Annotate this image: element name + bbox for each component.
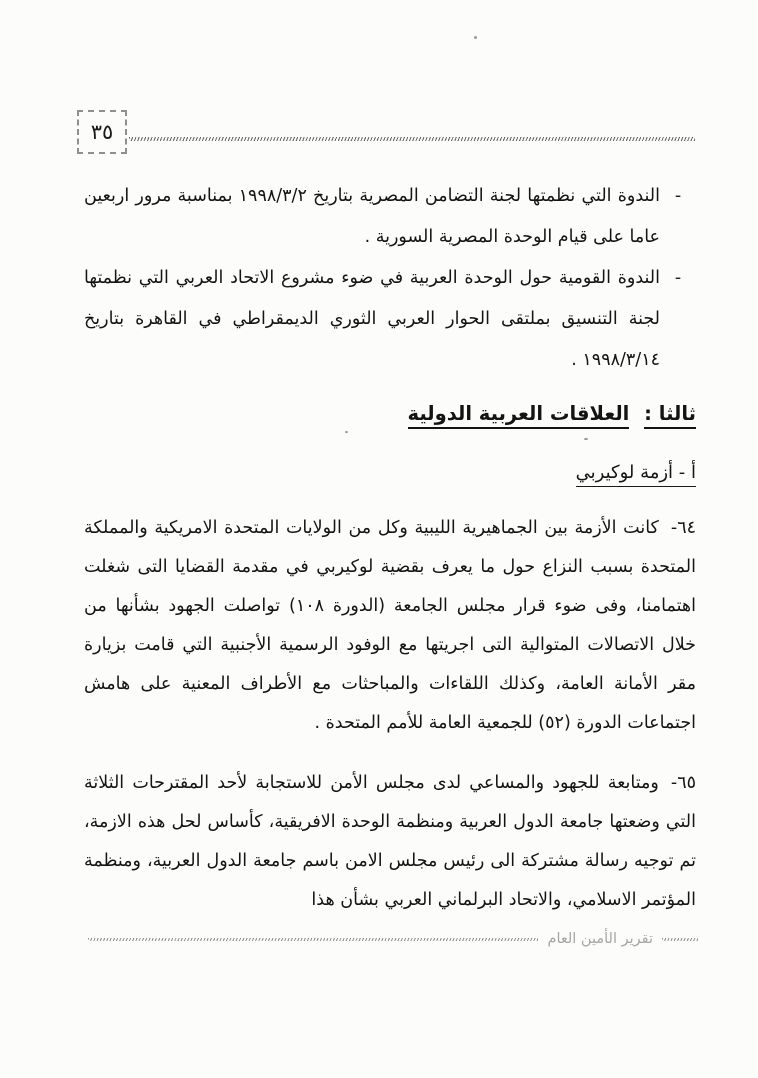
top-divider-rule — [129, 137, 695, 141]
footer-watermark-text: تقرير الأمين العام — [547, 931, 653, 947]
bullet-dash-marker: - — [674, 186, 682, 206]
section-heading-label: ثالثا : — [644, 402, 696, 429]
list-item-text: الندوة القومية حول الوحدة العربية في ضوء مشروع الاتحاد العربي التي نظمتها لجنة التنسيق بملتقى الحوار العربي الثوري الديمقراطي في القاهرة بتاريخ ١٩٩٨/٣/١٤ . — [84, 268, 660, 370]
paragraph-text: ومتابعة للجهود والمساعي لدى مجلس الأمن للاستجابة لأحد المقترحات الثلاثة التي وضعتها جامعة الدول العربية ومنظمة الوحدة الافريقية، كأساس لحل هذه الازمة، تم توجيه رسالة مشتركة الى رئيس مجلس الامن باسم جامعة الدول العربية، ومنظمة المؤتمر الاسلامي، والاتحاد البرلماني العربي بشأن هذا — [84, 773, 696, 910]
list-item — [84, 176, 696, 258]
section-heading-title: العلاقات العربية الدولية — [408, 402, 630, 429]
subsection-heading — [84, 458, 696, 488]
footer-rule-left — [88, 938, 538, 941]
numbered-paragraph — [84, 764, 696, 920]
page-number: ٣٥ — [90, 120, 114, 144]
page-number-box — [77, 110, 127, 154]
numbered-paragraph — [84, 509, 696, 743]
paragraph-number: ٦٤- — [670, 518, 696, 538]
paragraph-number: ٦٥- — [670, 773, 696, 793]
list-item-text: الندوة التي نظمتها لجنة التضامن المصرية بتاريخ ١٩٩٨/٣/٢ بمناسبة مرور اربعين عاما على قيام الوحدة المصرية السورية . — [84, 186, 660, 247]
list-item — [84, 258, 696, 381]
paragraph-text: كانت الأزمة بين الجماهيرية الليبية وكل من الولايات المتحدة الامريكية والمملكة المتحدة بسبب النزاع حول ما يعرف بقضية لوكيربي في مقدمة القضايا التى شغلت اهتمامنا، وفى ضوء قرار مجلس الجامعة (الدورة ١٠٨) تواصلت الجهود بشأنها من خلال الاتصالات المتوالية التى اجريتها مع الوفود الرسمية الأجنبية التي قامت بزيارة مقر الأمانة العامة، وكذلك اللقاءات والمباحثات مع الأطراف المعنية على هامش اجتماعات الدورة (٥٢) للجمعية العامة للأمم المتحدة . — [84, 518, 696, 733]
bullet-dash-marker: - — [674, 268, 682, 288]
footer-rule-right — [662, 938, 698, 941]
section-heading — [84, 397, 696, 431]
subsection-heading-text: أ - أزمة لوكيربي — [576, 462, 696, 487]
page-footer — [88, 931, 698, 947]
scan-speck — [474, 36, 477, 39]
page-body — [84, 176, 696, 920]
